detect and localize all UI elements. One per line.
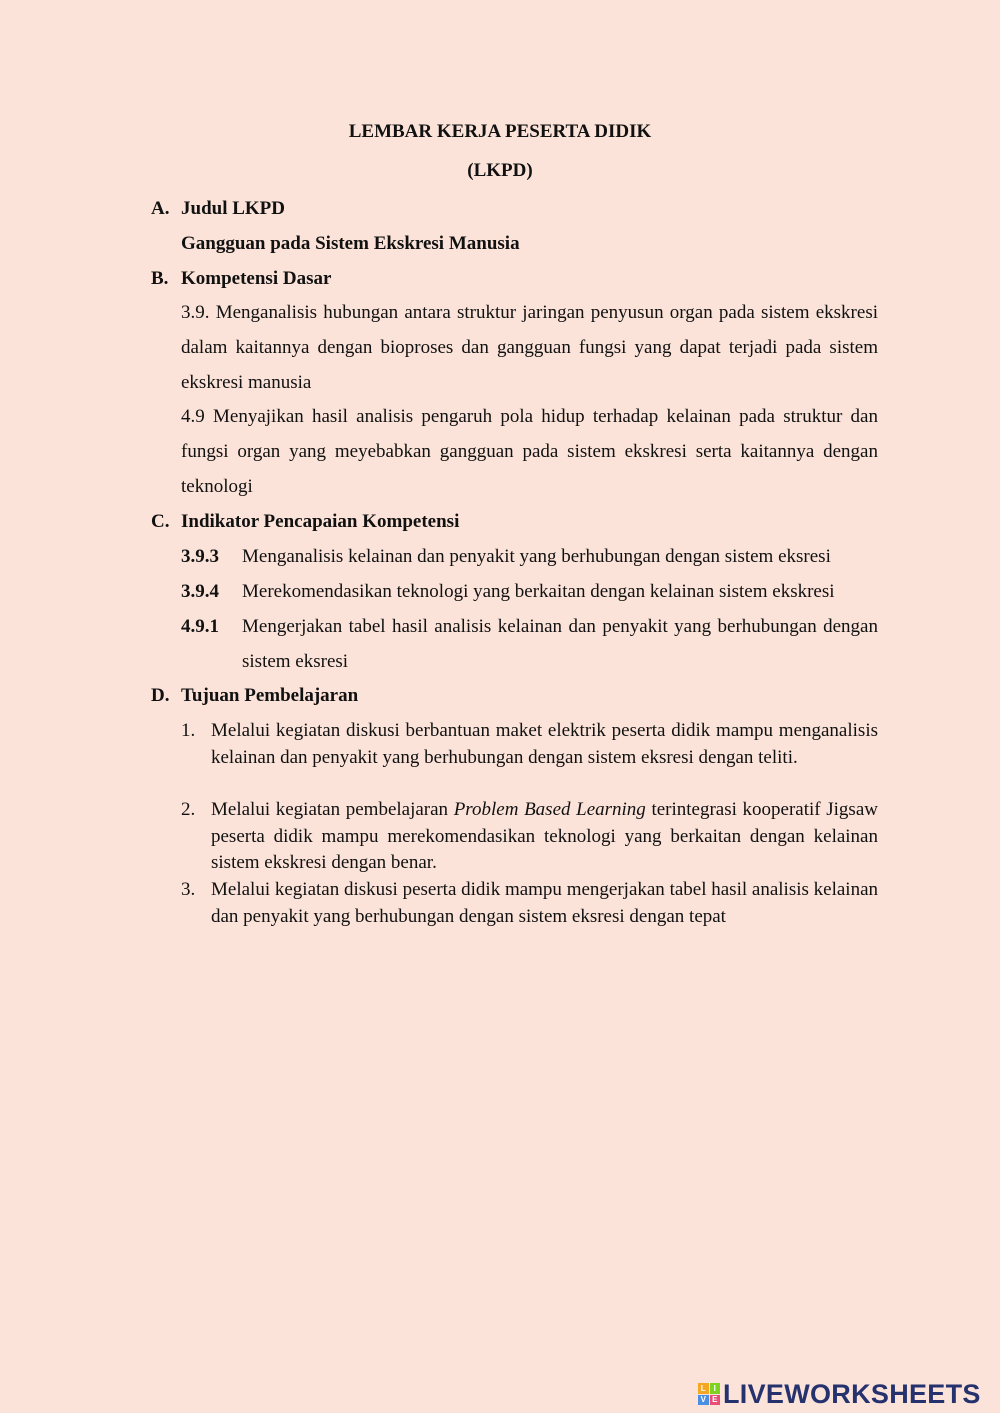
goal-method-italic: Problem Based Learning [453, 799, 646, 820]
section-c-letter: C. [151, 511, 170, 532]
section-a-letter: A. [151, 198, 170, 219]
brand-name: LIVEWORKSHEETS [723, 1378, 981, 1409]
goal-number: 1. [181, 720, 196, 741]
section-b-heading [151, 268, 331, 290]
kompetensi-dasar-4-9: 4.9 Menyajikan hasil analisis pengaruh pola hidup terhadap kelainan pada struktur dan fungsi organ yang meyebabkan gangguan pada sistem ekskresi serta kaitannya dengan teknologi [181, 406, 878, 497]
indicator-code: 3.9.3 [181, 546, 219, 567]
page-title: LEMBAR KERJA PESERTA DIDIK [348, 121, 652, 142]
lkpd-judul: Gangguan pada Sistem Ekskresi Manusia [181, 233, 520, 254]
indicator-code: 4.9.1 [181, 616, 219, 637]
section-c-heading [151, 511, 459, 533]
section-b-letter: B. [151, 268, 169, 289]
indicator-code: 3.9.4 [181, 581, 219, 602]
indicator-text: Merekomendasikan teknologi yang berkaitan dengan kelainan sistem ekskresi [242, 581, 835, 602]
section-c-title: Indikator Pencapaian Kompetensi [181, 511, 460, 532]
section-d-heading [151, 685, 358, 707]
section-a-title: Judul LKPD [181, 198, 286, 219]
section-b-title: Kompetensi Dasar [181, 268, 332, 289]
section-a-heading [151, 198, 285, 220]
goal-number: 2. [181, 799, 196, 820]
goal-text: Melalui kegiatan diskusi peserta didik mampu mengerjakan tabel hasil analisis kelainan dan penyakit yang berhubungan dengan sistem eksresi dengan tepat [211, 879, 878, 927]
goal-text: Melalui kegiatan pembelajaran Problem Based Learning terintegrasi kooperatif Jigsaw peserta didik mampu merekomendasikan teknologi yang berkaitan dengan kelainan sistem ekskresi dengan benar. [211, 799, 878, 873]
liveworksheets-brand[interactable] [698, 1378, 981, 1410]
indicator-text: Menganalisis kelainan dan penyakit yang berhubungan dengan sistem eksresi [242, 546, 831, 567]
liveworksheets-logo-icon: L I V E [698, 1383, 720, 1405]
goal-number: 3. [181, 879, 196, 900]
page-subtitle: (LKPD) [467, 160, 533, 181]
kompetensi-dasar-3-9: 3.9. Menganalisis hubungan antara struktur jaringan penyusun organ pada sistem ekskresi dalam kaitannya dengan bioproses dan gangguan fungsi yang dapat terjadi pada sistem ekskresi manusia [181, 302, 878, 393]
section-d-letter: D. [151, 685, 170, 706]
goal-text: Melalui kegiatan diskusi berbantuan maket elektrik peserta didik mampu menganalisis kelainan dan penyakit yang berhubungan dengan sistem eksresi dengan teliti. [211, 720, 878, 768]
section-d-title: Tujuan Pembelajaran [181, 685, 359, 706]
indicator-text: Mengerjakan tabel hasil analisis kelainan dan penyakit yang berhubungan dengan sistem eksresi [242, 616, 878, 672]
